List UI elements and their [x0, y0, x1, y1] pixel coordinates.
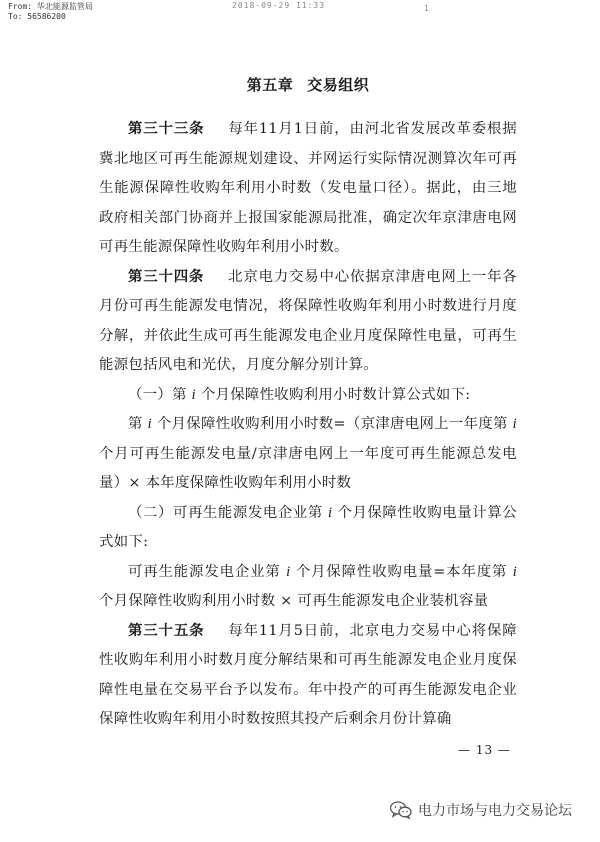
- variable-i: i: [191, 386, 196, 403]
- variable-i: i: [327, 504, 333, 521]
- variable-i: i: [512, 416, 517, 432]
- variable-i: i: [147, 416, 152, 432]
- article-33-text: 每年11月1日前，由河北省发展改革委根据冀北地区可再生能源规划建设、并网运行实际情况测算次年可再生能源保障性收购年利用小时数（发电量口径）。据此，由三地政府相关部门协商并上报国家能源局批准，确定次年京津唐电网可再生能源保障性收购年利用小时数。: [99, 121, 517, 255]
- page-number: — 13 —: [458, 743, 511, 757]
- watermark-text: 电力市场与电力交易论坛: [418, 803, 572, 819]
- document-body: [99, 74, 517, 735]
- fax-to: To: 56586200: [8, 12, 66, 21]
- wechat-icon: [390, 801, 412, 819]
- article-33: [99, 115, 517, 263]
- formula-1-body-part2: 个月保障性收购利用小时数=（京津唐电网上一年度第: [151, 416, 513, 432]
- fax-timestamp: 2018-09-29 11:33: [232, 1, 326, 10]
- formula-1-heading-pre: （一）第: [128, 386, 192, 403]
- article-35-number: 第三十五条: [128, 622, 205, 639]
- formula-2-body-part2: 个月保障性收购电量=本年度第: [290, 563, 513, 580]
- watermark: [390, 800, 572, 820]
- article-33-number: 第三十三条: [128, 121, 205, 137]
- variable-i: i: [286, 563, 291, 580]
- chapter-number: 第五章: [246, 76, 294, 94]
- formula-1-body-part3: 个月可再生能源发电量/京津唐电网上一年度可再生能源总发电量）× 本年度保障性收购年利用小时数: [99, 445, 517, 491]
- variable-i: i: [512, 563, 518, 580]
- article-34-text: 北京电力交易中心依据京津唐电网上一年各月份可再生能源发电情况，将保障性收购年利用小时数进行月度分解，并依此生成可再生能源发电企业月度保障性电量，可再生能源包括风电和光伏，月度分解分别计算。: [99, 268, 517, 373]
- fax-mark: 1: [424, 4, 429, 13]
- formula-2-heading-pre: （二）可再生能源发电企业第: [128, 504, 328, 521]
- formula-2-body-part3: 个月保障性收购利用小时数 × 可再生能源发电企业装机容量: [99, 593, 489, 609]
- article-34-number: 第三十四条: [128, 268, 205, 285]
- formula-1-body: [99, 410, 517, 499]
- formula-2-body: [99, 558, 517, 617]
- fax-header: [8, 2, 93, 22]
- chapter-title: [99, 74, 517, 96]
- formula-1-heading: [99, 381, 517, 411]
- article-34: [99, 263, 517, 381]
- formula-2-body-part1: 可再生能源发电企业第: [128, 563, 287, 580]
- formula-1-heading-post: 个月保障性收购利用小时数计算公式如下:: [195, 386, 471, 403]
- formula-2-heading-post: 个月保障性收购电量计算公式如下:: [99, 504, 517, 550]
- formula-1-body-part1: 第: [128, 416, 148, 432]
- article-35: [99, 617, 517, 735]
- formula-2-heading: [99, 499, 517, 558]
- article-35-text: 每年11月5日前，北京电力交易中心将保障性收购年利用小时数月度分解结果和可再生能源发电企业月度保障性电量在交易平台予以发布。年中投产的可再生能源发电企业保障性收购年利用小时数按照其投产后剩余月份计算确: [99, 622, 517, 727]
- chapter-name: 交易组织: [307, 76, 370, 94]
- fax-from: From: 华北能源监管局: [8, 2, 93, 11]
